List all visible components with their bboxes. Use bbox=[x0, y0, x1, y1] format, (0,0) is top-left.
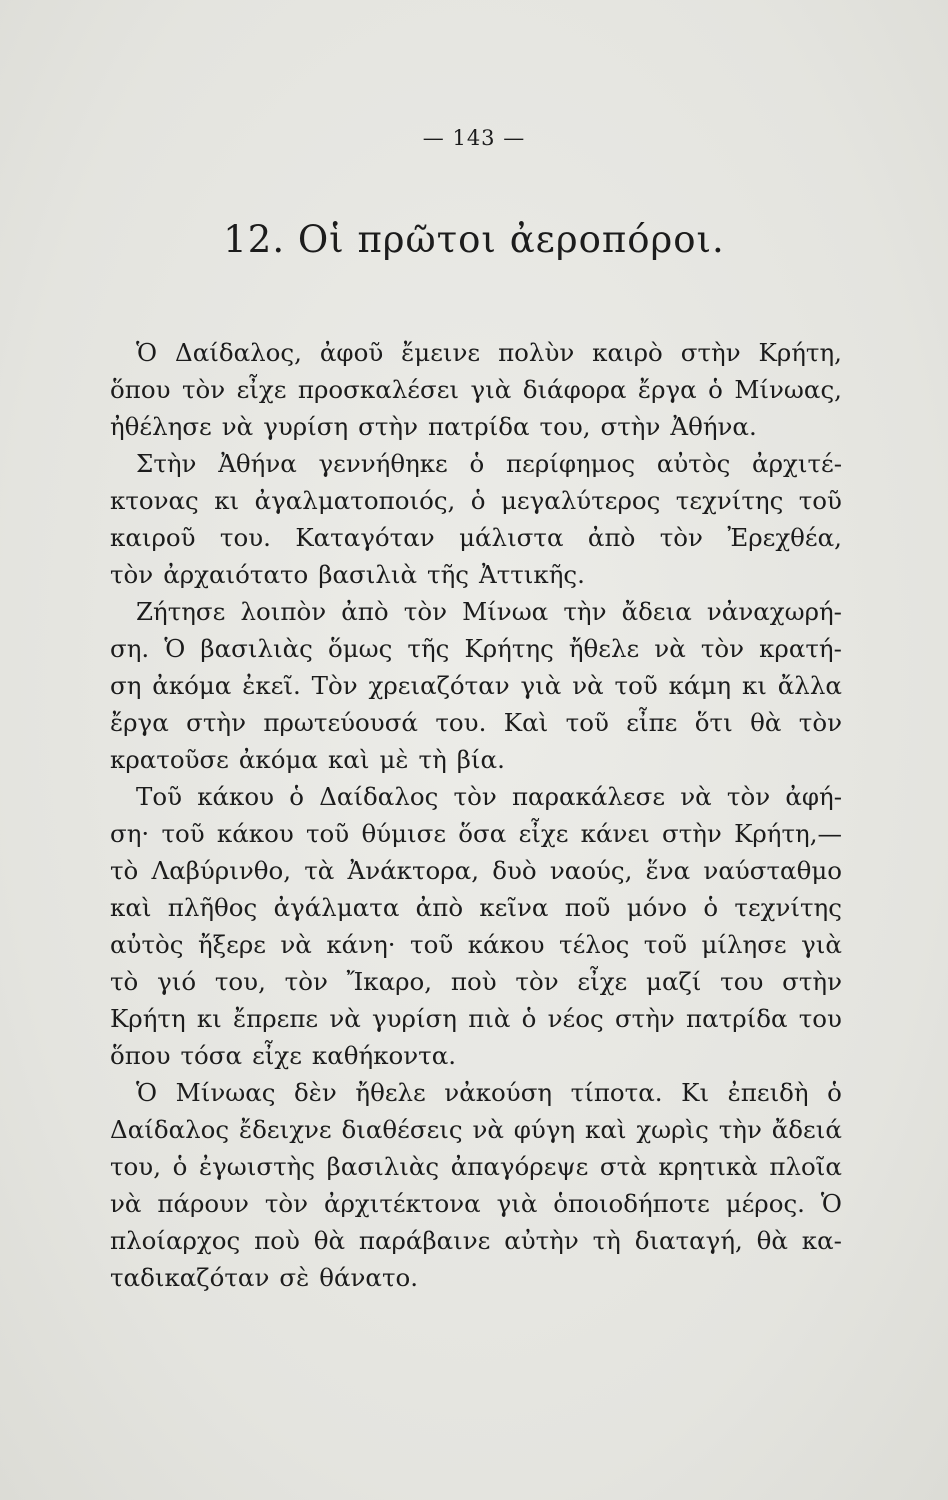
page-number: — 143 — bbox=[422, 126, 526, 150]
text-line: Ὁ Δαίδαλος, ἀφοῦ ἔμεινε πολὺν καιρὸ στὴν Κρήτη, bbox=[136, 338, 842, 367]
text-line: Ζήτησε λοιπὸν ἀπὸ τὸν Μίνωα τὴν ἄδεια νἀναχωρή- bbox=[136, 597, 842, 626]
text-line: τὸν ἀρχαιότατο βασιλιὰ τῆς Ἀττικῆς. bbox=[110, 560, 585, 589]
text-line: Τοῦ κάκου ὁ Δαίδαλος τὸν παρακάλεσε νὰ τὸν ἀφή- bbox=[136, 782, 842, 811]
body-text bbox=[110, 334, 842, 1296]
text-line: Στὴν Ἀθήνα γεννήθηκε ὁ περίφημος αὐτὸς ἀρχιτέ- bbox=[136, 449, 842, 478]
text-line: ὅπου τόσα εἶχε καθήκοντα. bbox=[110, 1041, 457, 1070]
text-line: ἠθέλησε νὰ γυρίση στὴν πατρίδα του, στὴν Ἀθήνα. bbox=[110, 412, 757, 441]
text-line: πλοίαρχος ποὺ θὰ παράβαινε αὐτὴν τὴ διαταγή, θὰ κα- bbox=[110, 1226, 842, 1255]
text-line: ση· τοῦ κάκου τοῦ θύμισε ὅσα εἶχε κάνει στὴν Κρήτη,— bbox=[110, 819, 842, 848]
text-line: κτονας κι ἀγαλματοποιός, ὁ μεγαλύτερος τεχνίτης τοῦ bbox=[110, 486, 842, 515]
text-line: ση ἀκόμα ἐκεῖ. Τὸν χρειαζόταν γιὰ νὰ τοῦ κάμη κι ἄλλα bbox=[110, 671, 842, 700]
text-line: νὰ πάρουν τὸν ἀρχιτέκτονα γιὰ ὁποιοδήποτε μέρος. Ὁ bbox=[110, 1189, 842, 1218]
text-line: ὅπου τὸν εἶχε προσκαλέσει γιὰ διάφορα ἔργα ὁ Μίνωας, bbox=[110, 375, 842, 404]
text-line: τὸ γιό του, τὸν Ἴκαρο, ποὺ τὸν εἶχε μαζί του στὴν bbox=[110, 967, 842, 996]
text-line: Κρήτη κι ἔπρεπε νὰ γυρίση πιὰ ὁ νέος στὴν πατρίδα του bbox=[110, 1004, 842, 1033]
chapter-title: 12. Οἱ πρῶτοι ἀεροπόροι. bbox=[223, 218, 725, 261]
text-line: ἔργα στὴν πρωτεύουσά του. Καὶ τοῦ εἶπε ὅτι θὰ τὸν bbox=[110, 708, 842, 737]
text-line: καὶ πλῆθος ἀγάλματα ἀπὸ κεῖνα ποῦ μόνο ὁ τεχνίτης bbox=[110, 893, 842, 922]
text-line: καιροῦ του. Καταγόταν μάλιστα ἀπὸ τὸν Ἐρεχθέα, bbox=[110, 523, 842, 552]
text-line: κρατοῦσε ἀκόμα καὶ μὲ τὴ βία. bbox=[110, 745, 505, 774]
text-line: τὸ Λαβύρινθο, τὰ Ἀνάκτορα, δυὸ ναούς, ἕνα ναύσταθμο bbox=[110, 856, 842, 885]
text-line: αὐτὸς ἤξερε νὰ κάνη· τοῦ κάκου τέλος τοῦ μίλησε γιὰ bbox=[110, 930, 842, 959]
text-line: ση. Ὁ βασιλιὰς ὅμως τῆς Κρήτης ἤθελε νὰ τὸν κρατή- bbox=[110, 634, 842, 663]
text-line: ταδικαζόταν σὲ θάνατο. bbox=[110, 1263, 419, 1292]
text-line: του, ὁ ἐγωιστὴς βασιλιὰς ἀπαγόρεψε στὰ κρητικὰ πλοῖα bbox=[110, 1152, 842, 1181]
text-line: Δαίδαλος ἔδειχνε διαθέσεις νὰ φύγη καὶ χωρὶς τὴν ἄδειά bbox=[110, 1115, 842, 1144]
text-line: Ὁ Μίνωας δὲν ἤθελε νἀκούση τίποτα. Κι ἐπειδὴ ὁ bbox=[136, 1078, 842, 1107]
